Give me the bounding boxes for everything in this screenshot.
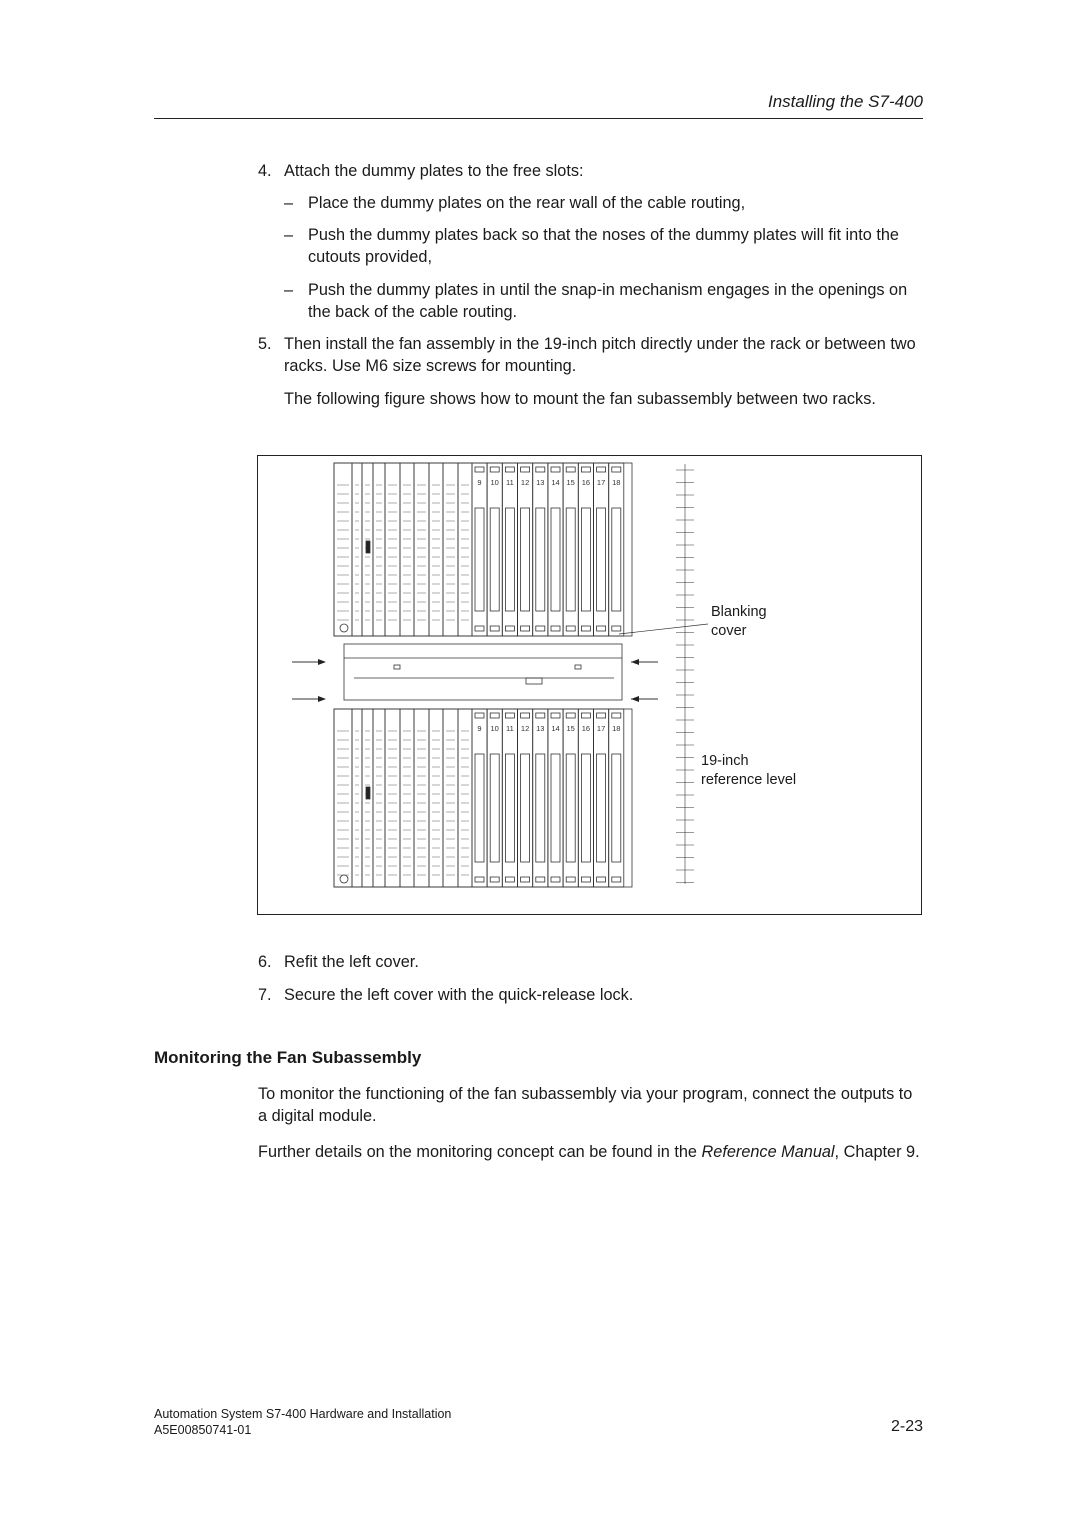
rack1-slot-latch xyxy=(566,467,575,472)
rack2-slot-number-18: 18 xyxy=(612,724,621,733)
arrowhead xyxy=(318,696,326,702)
rack1-blanking-plate xyxy=(521,508,530,611)
rack2-slot-latch xyxy=(490,713,499,718)
rack2-frame xyxy=(334,709,632,887)
rack-drawing xyxy=(258,456,923,916)
rack2-slot-number-9: 9 xyxy=(477,724,482,733)
rack1-slot-latch xyxy=(505,467,514,472)
substep-1 xyxy=(284,192,922,214)
rack1-slot-latch xyxy=(490,626,499,631)
substep-3 xyxy=(284,279,922,323)
rack2-slot-number-13: 13 xyxy=(536,724,545,733)
rack2-slot-latch xyxy=(566,713,575,718)
rack2-slot-latch xyxy=(521,713,530,718)
step-text: Refit the left cover. xyxy=(284,953,419,971)
rack1-slot-number-16: 16 xyxy=(581,478,591,487)
label-19-inch-reference xyxy=(701,752,796,790)
rack1-blanking-plate xyxy=(612,508,621,611)
rack2-slot-latch xyxy=(536,713,545,718)
rack2-mount-screw xyxy=(340,875,348,883)
rack2-slot-latch xyxy=(505,713,514,718)
rack2-slot-latch xyxy=(551,877,560,882)
rack1-slot-number-12: 12 xyxy=(520,478,530,487)
rack2-slot-latch xyxy=(551,713,560,718)
rack2-slot-14 xyxy=(548,709,563,887)
fan-indicator xyxy=(394,665,400,669)
rack2-module-6 xyxy=(400,709,414,887)
rack1-blanking-plate xyxy=(566,508,575,611)
rack2-module-10 xyxy=(458,709,472,887)
substep-text: Push the dummy plates back so that the noses of the dummy plates will fit into the cutouts provided, xyxy=(308,226,899,266)
figure-intro-paragraph: The following figure shows how to mount the fan subassembly between two racks. xyxy=(284,390,876,408)
rack1-slot-11 xyxy=(502,463,517,636)
rack1-module-5 xyxy=(385,463,400,636)
rack1-slot-latch xyxy=(612,626,621,631)
substep-text: Push the dummy plates in until the snap-in mechanism engages in the openings on the back of the cable routing. xyxy=(308,281,908,321)
step-number: 7. xyxy=(258,986,272,1004)
rack1-slot-17 xyxy=(594,463,609,636)
rack2-slot-12 xyxy=(518,709,533,887)
rack2-slot-latch xyxy=(597,713,606,718)
rack1-blanking-plate xyxy=(597,508,606,611)
rack2-slot-latch xyxy=(505,877,514,882)
rack2-slot-13 xyxy=(533,709,548,887)
para2-text: Further details on the monitoring concept can be found in the xyxy=(258,1143,702,1161)
rack2-slot-latch xyxy=(581,713,590,718)
rack2-slot-latch xyxy=(475,877,484,882)
rack2-module-1 xyxy=(334,709,352,887)
rack2-slot-number-17: 17 xyxy=(596,724,606,733)
rack2-blanking-plate xyxy=(597,754,606,862)
rack2-slot-latch xyxy=(521,877,530,882)
rack1-slot-latch xyxy=(490,467,499,472)
rack2-module-4 xyxy=(373,709,385,887)
rack2-blanking-plate xyxy=(566,754,575,862)
rack2-blanking-plate xyxy=(612,754,621,862)
para2-tail: , Chapter 9. xyxy=(834,1143,920,1161)
rack1-slot-number-11: 11 xyxy=(506,478,514,487)
rack1-slot-number-15: 15 xyxy=(566,478,575,487)
rack1-slot-latch xyxy=(475,626,484,631)
arrowhead xyxy=(631,659,639,665)
rack2-slot-10 xyxy=(487,709,502,887)
rack1-blanking-plate xyxy=(475,508,484,611)
rack2-slot-18 xyxy=(609,709,624,887)
rack2-blanking-plate xyxy=(490,754,499,862)
rack1-slot-10 xyxy=(487,463,502,636)
step-text: Secure the left cover with the quick-release lock. xyxy=(284,986,634,1004)
step-4 xyxy=(258,160,922,182)
rack1-slot-9 xyxy=(472,463,487,636)
rack1-slot-13 xyxy=(533,463,548,636)
rack1-slot-latch xyxy=(521,467,530,472)
fan-subassembly xyxy=(344,644,622,700)
rack2-slot-9 xyxy=(472,709,487,887)
footer-title: Automation System S7-400 Hardware and Installation xyxy=(154,1407,452,1421)
rack2-slot-17 xyxy=(594,709,609,887)
rack1-module-2 xyxy=(352,463,362,636)
rack2-blanking-plate xyxy=(505,754,514,862)
rack1-slot-number-13: 13 xyxy=(536,478,545,487)
rack2-blanking-plate xyxy=(581,754,590,862)
rack1-key-switch xyxy=(366,541,370,553)
step-text: Attach the dummy plates to the free slots: xyxy=(284,162,584,180)
rack2-slot-latch xyxy=(566,877,575,882)
header-rule xyxy=(154,118,923,119)
rack2-slot-number-14: 14 xyxy=(551,724,560,733)
rack2-module-7 xyxy=(414,709,429,887)
rack1-slot-latch xyxy=(475,467,484,472)
rack2-slot-latch xyxy=(612,877,621,882)
substep-2 xyxy=(284,224,922,268)
rack2-slot-latch xyxy=(536,877,545,882)
rack2-module-8 xyxy=(429,709,443,887)
substep-text: Place the dummy plates on the rear wall of the cable routing, xyxy=(308,194,746,212)
step-text: Then install the fan assembly in the 19-inch pitch directly under the rack or between two racks. Use M6 size screws for mounting. xyxy=(284,335,916,375)
rack2-blanking-plate xyxy=(551,754,560,862)
rack1-slot-number-10: 10 xyxy=(490,478,499,487)
rack1-slot-latch xyxy=(505,626,514,631)
label-reference-line2: reference level xyxy=(701,772,797,788)
label-blanking-line2: cover xyxy=(711,623,747,639)
rack2-blanking-plate xyxy=(536,754,545,862)
rack1-slot-number-17: 17 xyxy=(596,478,606,487)
arrowhead xyxy=(318,659,326,665)
running-header-title: Installing the S7-400 xyxy=(768,92,923,111)
step-6 xyxy=(258,951,922,973)
reference-manual-title: Reference Manual xyxy=(701,1143,835,1161)
rack1-slot-latch xyxy=(597,467,606,472)
section-heading: Monitoring the Fan Subassembly xyxy=(154,1048,422,1067)
rack2-slot-latch xyxy=(490,877,499,882)
label-blanking-line1: Blanking xyxy=(711,604,767,620)
rack1-slot-latch xyxy=(597,626,606,631)
rack1-slot-latch xyxy=(551,467,560,472)
rack2-slot-number-15: 15 xyxy=(566,724,575,733)
step-number: 6. xyxy=(258,953,272,971)
fan-led-block xyxy=(526,678,542,684)
rack1-blanking-plate xyxy=(551,508,560,611)
rack1-module-8 xyxy=(429,463,443,636)
rack1-slot-number-18: 18 xyxy=(612,478,621,487)
monitoring-paragraph-1: To monitor the functioning of the fan subassembly via your program, connect the outputs to a digital module. xyxy=(258,1085,913,1125)
rack2-module-5 xyxy=(385,709,400,887)
rack1-slot-15 xyxy=(563,463,578,636)
rack2-slot-16 xyxy=(578,709,593,887)
rack2-module-2 xyxy=(352,709,362,887)
fan-indicator xyxy=(575,665,581,669)
rack2-blanking-plate xyxy=(475,754,484,862)
substep-dash: – xyxy=(284,194,294,212)
rack1-slot-number-9: 9 xyxy=(477,478,482,487)
arrowhead xyxy=(631,696,639,702)
rack2-slot-number-12: 12 xyxy=(520,724,530,733)
rack1-slot-number-14: 14 xyxy=(551,478,560,487)
rack1-slot-latch xyxy=(566,626,575,631)
rack2-slot-number-10: 10 xyxy=(490,724,499,733)
rack2-slot-number-16: 16 xyxy=(581,724,591,733)
rack1-slot-latch xyxy=(551,626,560,631)
rack1-module-9 xyxy=(443,463,458,636)
rack1-module-1 xyxy=(334,463,352,636)
rack1-blanking-plate xyxy=(505,508,514,611)
fan-mounting-figure xyxy=(257,455,922,915)
rack1-slot-12 xyxy=(518,463,533,636)
rack2-key-switch xyxy=(366,787,370,799)
step-number: 5. xyxy=(258,335,272,353)
rack1-module-7 xyxy=(414,463,429,636)
rack1-slot-14 xyxy=(548,463,563,636)
rack2-blanking-plate xyxy=(521,754,530,862)
substep-dash: – xyxy=(284,281,294,299)
label-reference-line1: 19-inch xyxy=(701,753,749,769)
footer-document-info xyxy=(154,1406,451,1438)
footer-order-number: A5E00850741-01 xyxy=(154,1423,252,1437)
rack1-slot-latch xyxy=(581,626,590,631)
rack1-slot-latch xyxy=(536,626,545,631)
step-7 xyxy=(258,984,922,1006)
rack1-slot-latch xyxy=(612,467,621,472)
page-number: 2-23 xyxy=(890,1418,923,1435)
rack2-slot-15 xyxy=(563,709,578,887)
rack2-slot-latch xyxy=(581,877,590,882)
rack1-blanking-plate xyxy=(581,508,590,611)
rack1-module-6 xyxy=(400,463,414,636)
rack1-slot-latch xyxy=(536,467,545,472)
rack1-slot-latch xyxy=(581,467,590,472)
rack2-slot-latch xyxy=(597,877,606,882)
step-5 xyxy=(258,333,922,377)
substep-dash: – xyxy=(284,226,294,244)
rack2-slot-11 xyxy=(502,709,517,887)
rack1-slot-16 xyxy=(578,463,593,636)
rack2-slot-number-11: 11 xyxy=(506,724,514,733)
rack1-slot-18 xyxy=(609,463,624,636)
rack1-module-10 xyxy=(458,463,472,636)
rack2-slot-latch xyxy=(612,713,621,718)
step-number: 4. xyxy=(258,162,272,180)
rack1-module-4 xyxy=(373,463,385,636)
rack1-frame xyxy=(334,463,632,636)
rack1-mount-screw xyxy=(340,624,348,632)
label-blanking-cover xyxy=(711,603,767,641)
rack1-blanking-plate xyxy=(490,508,499,611)
rack2-module-9 xyxy=(443,709,458,887)
rack2-slot-latch xyxy=(475,713,484,718)
rack1-slot-latch xyxy=(521,626,530,631)
rack1-blanking-plate xyxy=(536,508,545,611)
monitoring-paragraph-2 xyxy=(258,1141,922,1163)
